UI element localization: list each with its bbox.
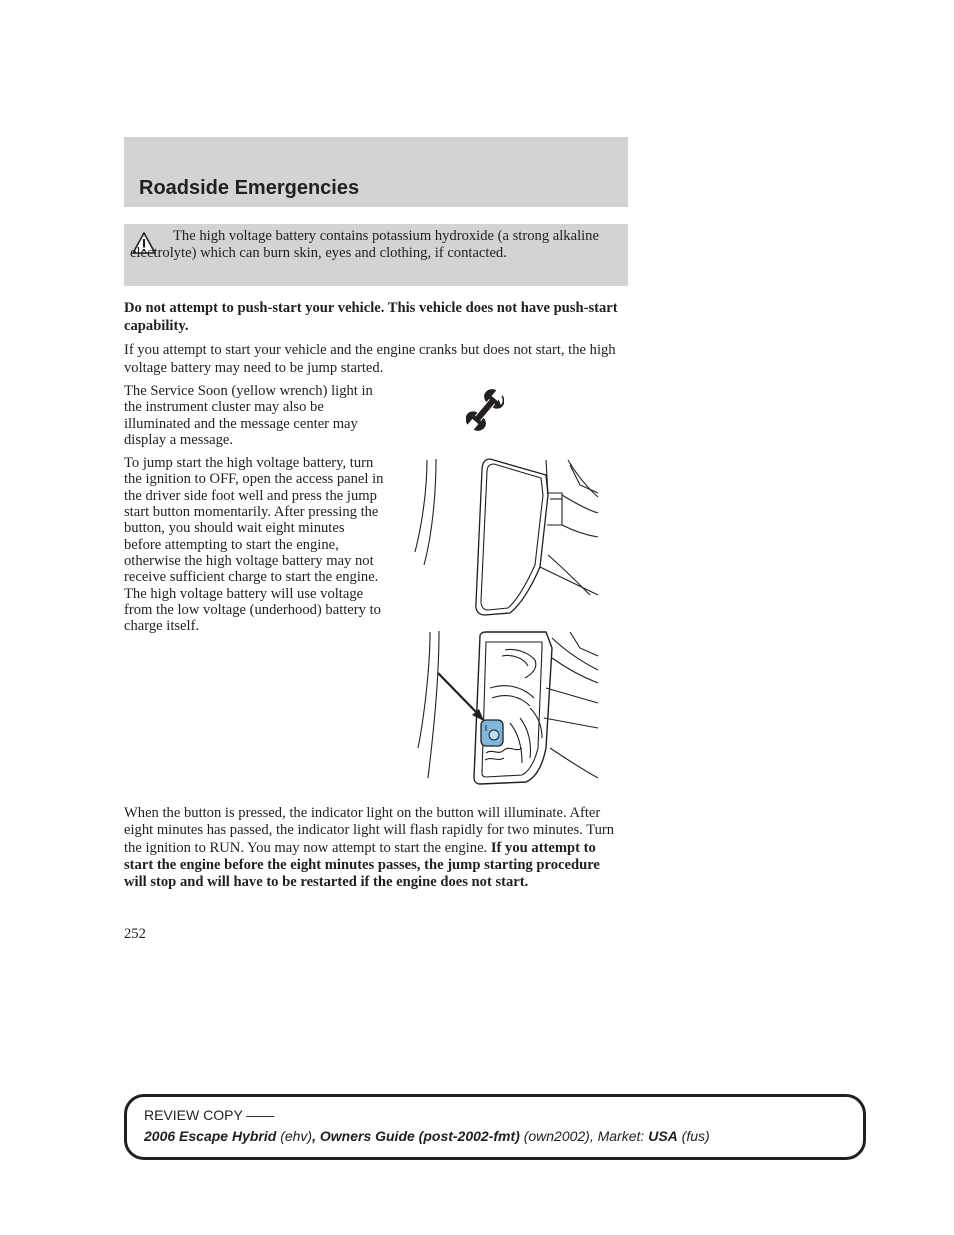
footer-market-label: , Market: bbox=[589, 1128, 645, 1144]
service-soon-paragraph: The Service Soon (yellow wrench) light in the instrument cluster may also be illuminated and the message center may display a message. bbox=[124, 383, 373, 449]
button-pressed-warning: If you attempt to start the engine before the eight minutes passes, the jump starting procedure will stop and will have to be restarted if the engine does not start. bbox=[124, 839, 600, 891]
footer-model-code: (ehv) bbox=[280, 1128, 313, 1144]
jump-start-button-illustration bbox=[410, 628, 602, 790]
button-pressed-text: When the button is pressed, the indicator light on the button will illuminate. After eight minutes has passed, the indicator light will flash rapidly for two minutes. Turn the ignition to RUN. You may now attempt to start the engine. bbox=[124, 805, 615, 856]
footer-document-info bbox=[144, 1128, 710, 1144]
attempt-start-paragraph: If you attempt to start your vehicle and the engine cranks but does not start, the high voltage battery may need to be jump started. bbox=[124, 342, 616, 376]
section-header-band bbox=[124, 137, 628, 207]
section-title: Roadside Emergencies bbox=[139, 177, 360, 199]
access-panel-illustration bbox=[410, 455, 602, 620]
footer-review-label: REVIEW COPY —— bbox=[144, 1107, 275, 1123]
footer-guide-code: (own2002) bbox=[523, 1128, 590, 1144]
footer-model: 2006 Escape Hybrid bbox=[144, 1128, 277, 1144]
jump-start-paragraph: To jump start the high voltage battery, turn the ignition to OFF, open the access panel in the driver side foot well and press the jump start button momentarily. After pressing the button, you should wait eight minutes before attempting to start the engine, otherwise the high voltage battery may not receive sufficient charge to start the engine. The high voltage battery will use voltage from the low voltage (underhood) battery to charge itself. bbox=[124, 455, 384, 635]
footer-market-code: (fus) bbox=[681, 1128, 710, 1144]
footer-guide: , Owners Guide (post-2002-fmt) bbox=[312, 1128, 520, 1144]
review-copy-footer bbox=[124, 1094, 866, 1160]
warning-box bbox=[124, 224, 628, 286]
button-pressed-paragraph bbox=[124, 805, 624, 891]
footer-market: USA bbox=[648, 1128, 678, 1144]
page-number: 252 bbox=[124, 926, 146, 942]
no-push-start-warning: Do not attempt to push-start your vehicle. This vehicle does not have push-start capability. bbox=[124, 300, 618, 334]
wrench-icon bbox=[466, 386, 504, 434]
warning-text: The high voltage battery contains potassium hydroxide (a strong alkaline electrolyte) which can burn skin, eyes and clothing, if contacted. bbox=[130, 228, 599, 261]
